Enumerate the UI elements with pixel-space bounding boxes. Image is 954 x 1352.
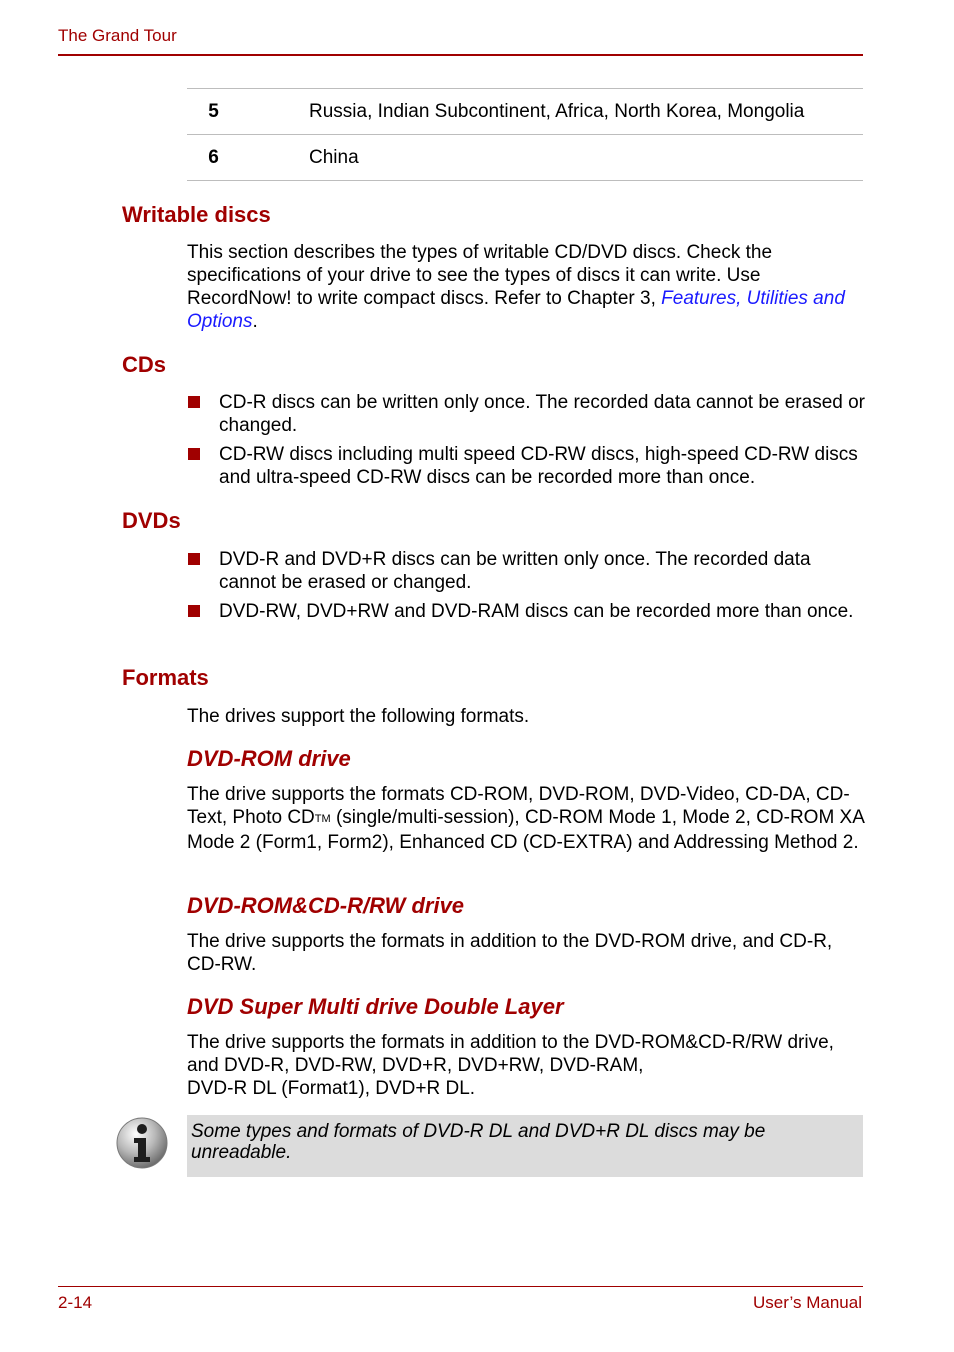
note-box: Some types and formats of DVD-R DL and DVD+R DL discs may be unreadable. xyxy=(187,1115,863,1177)
cds-list xyxy=(187,391,867,495)
writable-discs-text: This section describes the types of writable CD/DVD discs. Check the specifications of your drive to see the types of discs it can write. Use RecordNow! to write compact discs. Refer to Chapter 3, xyxy=(187,242,773,309)
super-multi-line-1: The drive supports the formats in addition to the DVD-ROM&CD-R/RW drive, and DVD-R, DVD-RW, DVD+R, DVD+RW, DVD-RAM, xyxy=(187,1032,834,1076)
region-code: 6 xyxy=(208,146,219,168)
running-head: The Grand Tour xyxy=(58,26,177,45)
table-row xyxy=(187,88,863,134)
region-name: Russia, Indian Subcontinent, Africa, North Korea, Mongolia xyxy=(309,100,805,122)
dvd-rom-paragraph xyxy=(187,783,867,854)
writable-discs-text-end: . xyxy=(252,311,258,332)
cds-heading: CDs xyxy=(122,352,167,377)
region-code: 5 xyxy=(208,100,219,122)
dvd-rom-cdrw-heading: DVD-ROM&CD-R/RW drive xyxy=(187,893,465,918)
dvds-heading: DVDs xyxy=(122,508,181,533)
writable-discs-paragraph xyxy=(187,241,867,333)
chapter-3-link[interactable]: Features, Utilities and Options xyxy=(187,288,845,332)
list-item: DVD-RW, DVD+RW and DVD-RAM discs can be recorded more than once. xyxy=(187,600,867,623)
dvds-list xyxy=(187,548,867,629)
table-row xyxy=(187,134,863,181)
region-table xyxy=(187,88,863,181)
header-rule xyxy=(58,54,863,56)
list-item: DVD-R and DVD+R discs can be written only once. The recorded data cannot be erased or changed. xyxy=(187,548,867,594)
region-name: China xyxy=(309,146,359,168)
dvd-rom-heading: DVD-ROM drive xyxy=(187,746,351,771)
dvd-rom-text: The drive supports the formats CD-ROM, DVD-ROM, DVD-Video, CD-DA, CD-Text, Photo CD xyxy=(187,784,850,828)
super-multi-line-2: DVD-R DL (Format1), DVD+R DL. xyxy=(187,1078,476,1099)
trademark-mark: TM xyxy=(314,813,331,825)
super-multi-paragraph xyxy=(187,1031,867,1100)
page-number: 2-14 xyxy=(58,1293,93,1312)
dvd-rom-text-end: (single/multi-session), CD-ROM Mode 1, Mode 2, CD-ROM XA Mode 2 (Form1, Form2), Enhanced CD (CD-EXTRA) and Addressing Method 2. xyxy=(187,807,864,853)
manual-title: User’s Manual xyxy=(753,1293,862,1312)
list-item: CD-RW discs including multi speed CD-RW discs, high-speed CD-RW discs and ultra-speed CD-RW discs can be recorded more than once. xyxy=(187,443,867,489)
info-icon xyxy=(115,1116,169,1175)
formats-heading: Formats xyxy=(122,665,209,690)
formats-intro: The drives support the following formats. xyxy=(187,706,530,727)
writable-discs-heading: Writable discs xyxy=(122,202,271,227)
list-item: CD-R discs can be written only once. The recorded data cannot be erased or changed. xyxy=(187,391,867,437)
super-multi-heading: DVD Super Multi drive Double Layer xyxy=(187,994,564,1019)
footer-rule xyxy=(58,1286,863,1287)
dvd-rom-cdrw-paragraph: The drive supports the formats in addition to the DVD-ROM drive, and CD-R, CD-RW. xyxy=(187,931,833,975)
